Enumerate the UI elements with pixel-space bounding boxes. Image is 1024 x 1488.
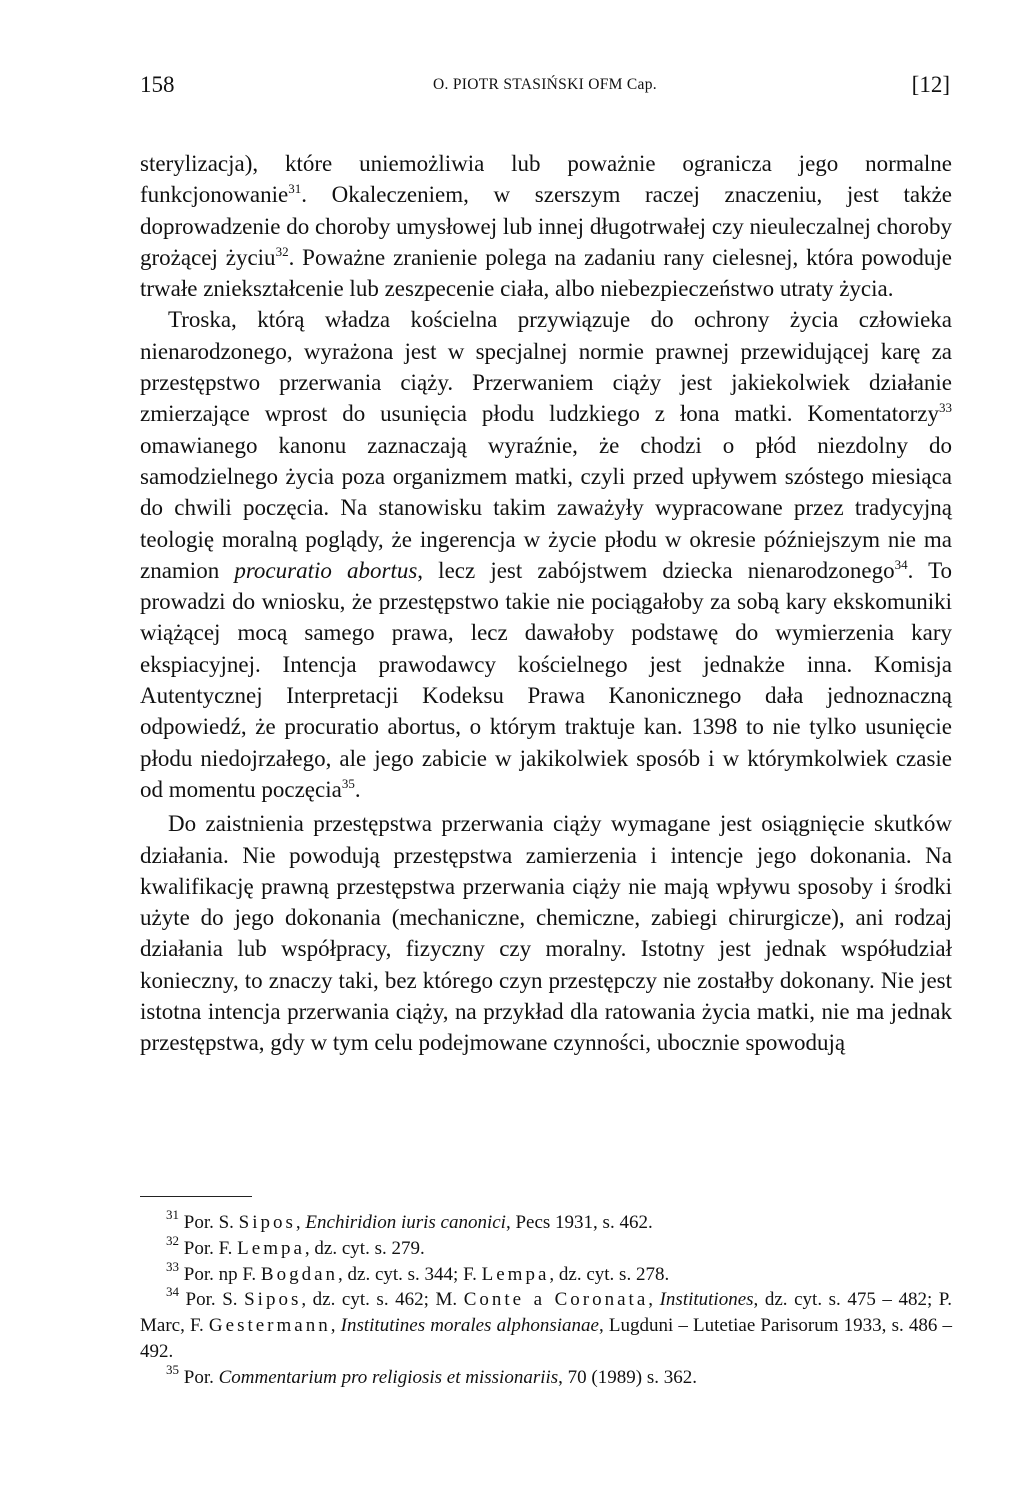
- running-title: O. PIOTR STASIŃSKI OFM Cap.: [433, 76, 657, 93]
- footnote-ref-34: 34: [894, 556, 908, 572]
- footnote-32: $^{32}$ Por. F. Lempa, dz. cyt. s. 279.: [166, 1232, 425, 1259]
- italic-term: procuratio abortus: [234, 557, 418, 583]
- footnote-ref-33: 33: [939, 400, 952, 416]
- section-number: [12]: [911, 72, 950, 97]
- paragraph-3: Do zaistnienia przestępstwa przerwania ciąży wymagane jest osiągnięcie skutków działania. Nie powodują przestępstwa zamierzenia i intencje jego dokonania. Na kwalifikację prawną przestępstwa przerwania ciąży nie mają wpływu sposoby i środki użyte do jego dokonania (mechaniczne, chemiczne, zabiegi chirurgicze), ani rodzaj działania lub współpracy, fizyczny czy moralny. Istotny jest jednak współudział konieczny, to znaczy taki, bez którego czyn przestępczy nie zostałby dokonany. Nie jest istotna intencja przerwania ciąży, na przykład dla ratowania życia matki, nie ma jednak przestępstwa, gdy w tym celu podejmowane czynności, ubocznie spowodują: [140, 811, 952, 1056]
- footnote-separator: [140, 1196, 252, 1197]
- page-number: 158: [140, 72, 175, 97]
- footnote-33: $^{33}$ Por. np F. Bogdan, dz. cyt. s. 344; F. Lempa, dz. cyt. s. 278.: [166, 1258, 670, 1285]
- footnote-ref-31: 31: [288, 181, 302, 197]
- footnote-31: $^{31}$ Por. S. Sipos, Enchiridion iuris canonici, Pecs 1931, s. 462.: [166, 1207, 653, 1233]
- page-header: [140, 72, 950, 106]
- footnote-ref-35: 35: [341, 775, 355, 791]
- paragraph-1: sterylizacja), które uniemożliwia lub poważnie ogranicza jego normalne funkcjonowanie$^{31}$. Okaleczeniem, w szerszym raczej znaczeniu, jest także doprowadzenie do choroby umysłowej lub innej długotrwałej czy nieuleczalnej choroby grożącej życiu$^{32}$. Poważne zranienie polega na zadaniu rany cielesnej, która powoduje trwałe zniekształcenie lub zeszpecenie ciała, albo niebezpieczeństwo utraty życia.: [140, 151, 952, 302]
- footnotes: [140, 1207, 953, 1391]
- footnote-ref-32: 32: [275, 243, 289, 259]
- footnote-34: $^{34}$ Por. S. Sipos, dz. cyt. s. 462; M. Conte a Coronata, Institutiones, dz. cyt. s. 475 – 482; P. Marc, F. Gestermann, Institutines morales alphonsianae, Lugduni – Lutetiae Parisorum 1933, s. 486 – 492.: [140, 1284, 953, 1362]
- paragraph-2: Troska, którą władza kościelna przywiązuje do ochrony życia człowieka nienarodzonego, wyrażona jest w specjalnej normie prawnej przewidującej karę za przestępstwo przerwania ciąży. Przerwaniem ciąży jest jakiekolwiek działanie zmierzające wprost do usunięcia płodu ludzkiego z łona matki. Komentatorzy$^{33}$ omawianego kanonu zaznaczają wyraźnie, że chodzi o płód niezdolny do samodzielnego życia poza organizmem matki, czyli przed upływem szóstego miesiąca do chwili poczęcia. Na stanowisku takim zaważyły wypracowane przez tradycyjną teologię moralną poglądy, że ingerencja w życie płodu w okresie późniejszym nie ma znamion procuratio abortus, lecz jest zabójstwem dziecka nienarodzonego$^{34}$. To prowadzi do wniosku, że przestępstwo takie nie pociągałoby za sobą kary ekskomuniki wiążącej mocą samego prawa, lecz dawałoby podstawę do wymierzenia kary ekspiacyjnej. Intencja prawodawcy kościelnego jest jednakże inna. Komisja Autentycznej Interpretacji Kodeksu Prawa Kanonicznego dała jednoznaczną odpowiedź, że procuratio abortus, o którym traktuje kan. 1398 to nie tylko usunięcie płodu niedojrzałego, ale jego zabicie w jakikolwiek sposób i w którymkolwiek czasie od momentu poczęcia$^{35}$.: [140, 307, 953, 802]
- body-text: [140, 148, 952, 1059]
- footnote-35: $^{35}$ Por. Commentarium pro religiosis et missionariis, 70 (1989) s. 362.: [166, 1361, 697, 1388]
